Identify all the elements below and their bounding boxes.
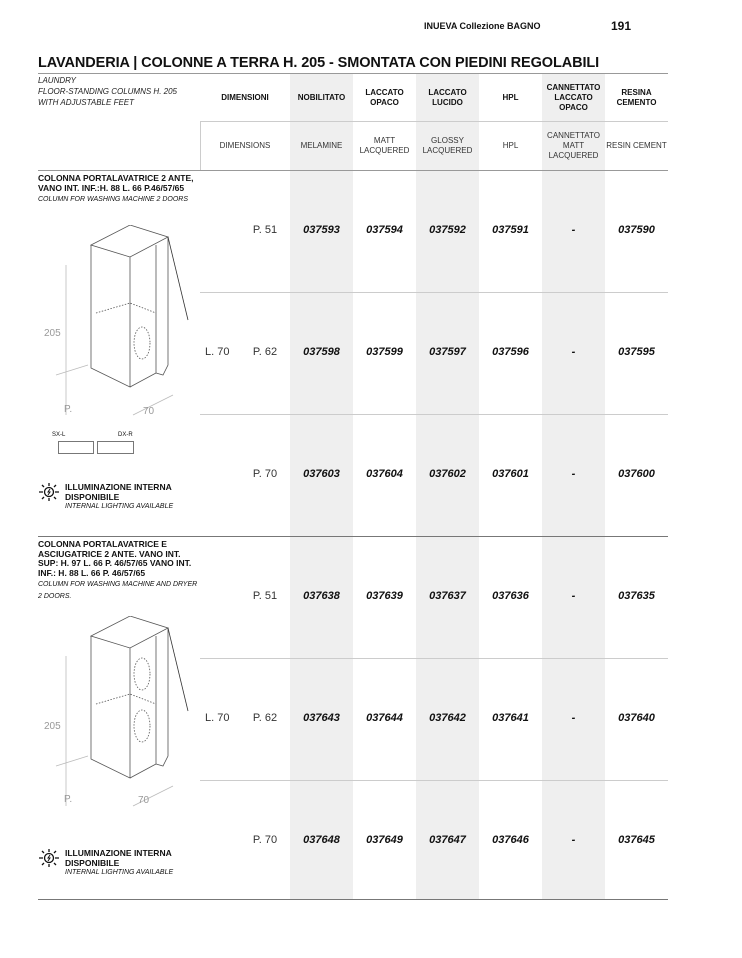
article-code: -	[571, 590, 576, 602]
door-right-box	[97, 441, 134, 454]
column-header-it: LACCATO LUCIDO	[428, 87, 467, 107]
article-code: 037644	[366, 712, 403, 724]
article-code: 037641	[492, 712, 529, 724]
depth-value: P. 62	[252, 712, 278, 724]
product-name-it: COLONNA PORTALAVATRICE E ASCIUGATRICE 2 ANTE. VANO INT. SUP: H. 97 L. 66 P. 46/57/65 VANO INT. INF.: H. 88 L. 66 P. 46/57/65	[38, 539, 192, 578]
divider	[38, 536, 668, 537]
article-code: 037595	[618, 346, 655, 358]
column-header-it: CANNETTATO LACCATO OPACO	[546, 82, 601, 112]
width-value: L. 70	[205, 346, 230, 358]
lighting-it: ILLUMINAZIONE INTERNA DISPONIBILE	[65, 482, 172, 502]
column-header-en: RESIN CEMENT	[606, 140, 667, 150]
lighting-text	[65, 848, 195, 878]
column-header-it: HPL	[502, 92, 519, 102]
depth-value: P. 51	[252, 590, 278, 602]
subtitle-line: LAUNDRY	[38, 76, 76, 85]
page-title: LAVANDERIA | COLONNE A TERRA H. 205 - SMONTATA CON PIEDINI REGOLABILI	[38, 55, 600, 71]
row-divider	[200, 414, 668, 415]
article-code: 037646	[492, 834, 529, 846]
subtitle-line: FLOOR-STANDING COLUMNS H. 205	[38, 87, 177, 96]
article-code: 037637	[429, 590, 466, 602]
article-code: 037592	[429, 224, 466, 236]
product-name-en: COLUMN FOR WASHING MACHINE 2 DOORS	[38, 196, 188, 203]
depth-dimension: P.	[64, 404, 73, 415]
article-code: 037645	[618, 834, 655, 846]
article-code: 037648	[303, 834, 340, 846]
width-dimension: 70	[138, 795, 150, 806]
lighting-note	[38, 482, 195, 512]
lighting-it: ILLUMINAZIONE INTERNA DISPONIBILE	[65, 848, 172, 868]
width-value: L. 70	[205, 712, 230, 724]
article-code: 037642	[429, 712, 466, 724]
article-code: 037596	[492, 346, 529, 358]
article-code: -	[571, 224, 576, 236]
divider	[38, 170, 668, 171]
depth-value: P. 51	[252, 224, 278, 236]
column-header-it: LACCATO OPACO	[365, 87, 404, 107]
row-divider	[200, 292, 668, 293]
article-code: -	[571, 712, 576, 724]
article-code: 037601	[492, 468, 529, 480]
column-shade	[542, 74, 605, 900]
column-header-en: MELAMINE	[300, 140, 343, 150]
column-header-it: NOBILITATO	[297, 92, 346, 102]
product-name	[38, 540, 203, 603]
washer-dryer-column-drawing	[38, 616, 198, 816]
lighting-note	[38, 848, 195, 878]
article-code: 037593	[303, 224, 340, 236]
depth-dimension: P.	[64, 794, 73, 805]
article-code: 037639	[366, 590, 403, 602]
column-header-en: MATT LACQUERED	[359, 135, 410, 155]
article-code: 037600	[618, 468, 655, 480]
article-code: 037638	[303, 590, 340, 602]
article-code: -	[571, 834, 576, 846]
article-code: -	[571, 346, 576, 358]
article-code: 037594	[366, 224, 403, 236]
washer-column-drawing	[38, 225, 198, 425]
header-brand: INUEVA Collezione BAGNO	[424, 21, 541, 31]
article-code: 037635	[618, 590, 655, 602]
depth-value: P. 62	[252, 346, 278, 358]
article-code: 037590	[618, 224, 655, 236]
width-dimension: 70	[143, 406, 155, 417]
lighting-icon	[38, 482, 60, 507]
article-code: 037636	[492, 590, 529, 602]
row-divider	[200, 658, 668, 659]
article-code: 037604	[366, 468, 403, 480]
article-code: 037602	[429, 468, 466, 480]
column-header-en: HPL	[502, 140, 519, 150]
product-name-en: COLUMN FOR WASHING MACHINE AND DRYER 2 DOORS.	[38, 581, 198, 600]
column-header-en: CANNETTATO MATT LACQUERED	[547, 130, 600, 160]
subtitle-line: WITH ADJUSTABLE FEET	[38, 98, 135, 107]
column-header-en: DIMENSIONS	[219, 140, 271, 150]
row-divider	[200, 780, 668, 781]
divider	[38, 899, 668, 900]
depth-value: P. 70	[252, 834, 278, 846]
height-dimension: 205	[44, 328, 61, 339]
article-code: 037649	[366, 834, 403, 846]
lighting-en: INTERNAL LIGHTING AVAILABLE	[65, 503, 174, 510]
article-code: 037643	[303, 712, 340, 724]
column-shade	[290, 74, 353, 900]
door-right-label: DX-R	[118, 432, 133, 438]
product-name-it: COLONNA PORTALAVATRICE 2 ANTE, VANO INT. INF.:H. 88 L. 66 P.46/57/65	[38, 173, 194, 193]
column-header-en: GLOSSY LACQUERED	[422, 135, 473, 155]
product-name	[38, 174, 213, 206]
article-code: -	[571, 468, 576, 480]
page-number: 191	[611, 19, 632, 33]
article-code: 037591	[492, 224, 529, 236]
column-header-it: RESINA CEMENTO	[616, 87, 657, 107]
lighting-text	[65, 482, 195, 512]
door-left-label: SX-L	[52, 432, 66, 438]
lighting-en: INTERNAL LIGHTING AVAILABLE	[65, 869, 174, 876]
column-header-it: DIMENSIONI	[221, 92, 269, 102]
article-code: 037599	[366, 346, 403, 358]
door-left-box	[58, 441, 94, 454]
article-code: 037597	[429, 346, 466, 358]
article-code: 037647	[429, 834, 466, 846]
lighting-icon	[38, 848, 60, 873]
article-code: 037598	[303, 346, 340, 358]
subtitle-en	[38, 75, 177, 108]
article-code: 037603	[303, 468, 340, 480]
column-shade	[416, 74, 479, 900]
height-dimension: 205	[44, 721, 61, 732]
depth-value: P. 70	[252, 468, 278, 480]
article-code: 037640	[618, 712, 655, 724]
